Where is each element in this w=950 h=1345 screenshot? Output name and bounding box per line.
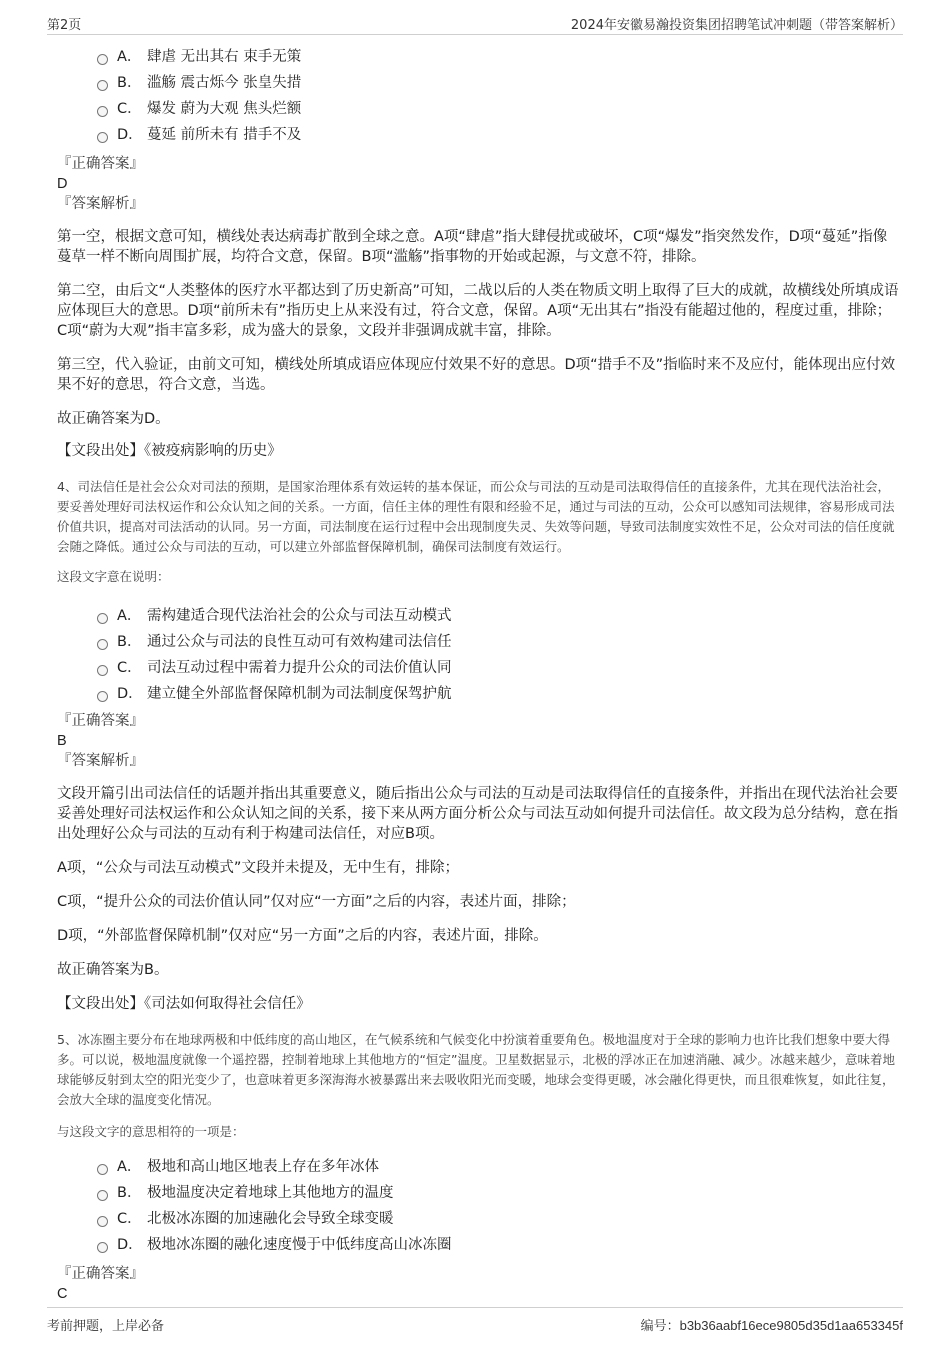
radio-icon[interactable] (97, 132, 108, 143)
option-text: 爆发 蔚为大观 焦头烂额 (147, 101, 302, 117)
q4-question: 这段文字意在说明： (57, 569, 170, 584)
radio-icon[interactable] (97, 639, 108, 650)
q4-answer: B (57, 733, 67, 749)
option-text: 蔓延 前所未有 措手不及 (147, 127, 302, 143)
option-text: 极地冰冻圈的融化速度慢于中低纬度高山冰冻圈 (147, 1237, 452, 1253)
option-text: 需构建适合现代法治社会的公众与司法互动模式 (147, 608, 452, 624)
q3-source: 【文段出处】《被疫病影响的历史》 (57, 443, 282, 459)
option-text: 滥觞 震古烁今 张皇失措 (147, 75, 302, 91)
q5-option-b[interactable]: B． 极地温度决定着地球上其他地方的温度 (97, 1180, 900, 1206)
q5-option-a[interactable]: A． 极地和高山地区地表上存在多年冰体 (97, 1154, 900, 1180)
q5-options (57, 1154, 900, 1258)
q3-analysis-2: 第二空，由后文“人类整体的医疗水平都达到了历史新高”可知，二战以后的人类在物质文明上取得了巨大的成就，故横线处所填成语应体现巨大的意思。D项“前所未有”指历史上从来没有过，符合文意，保留。A项“无出其右”指没有能超过他的，程度过重，排除；C项“蔚为大观”指丰富多彩，成为盛大的景象，文段并非强调成就丰富，排除。 (57, 283, 899, 339)
q3-analysis-1: 第一空，根据文意可知，横线处表达病毒扩散到全球之意。A项“肆虐”指大肆侵扰或破坏，C项“爆发”指突然发作，D项“蔓延”指像蔓草一样不断向周围扩展，均符合文意，保留。B项“滥觞”指事物的开始或起源，与文意不符，排除。 (57, 229, 888, 265)
radio-icon[interactable] (97, 80, 108, 91)
q4-analysis-3: C项，“提升公众的司法价值认同”仅对应“一方面”之后的内容，表述片面，排除； (57, 894, 576, 910)
q4-analysis-5: 故正确答案为B。 (57, 962, 169, 978)
q4-analysis-2: A项，“公众与司法互动模式”文段并未提及，无中生有，排除； (57, 860, 459, 876)
page-number: 第2页 (47, 18, 82, 33)
q3-analysis-4: 故正确答案为D。 (57, 411, 170, 427)
option-text: 建立健全外部监督保障机制为司法制度保驾护航 (147, 686, 452, 702)
q4-analysis-label: 『答案解析』 (57, 753, 144, 769)
q3-option-a[interactable]: A． 肆虐 无出其右 束手无策 (97, 44, 900, 70)
radio-icon[interactable] (97, 1190, 108, 1201)
page-footer (47, 1307, 903, 1338)
document-title: 2024年安徽易瀚投资集团招聘笔试冲刺题（带答案解析） (570, 18, 903, 33)
q3-option-d[interactable]: D． 蔓延 前所未有 措手不及 (97, 122, 900, 148)
radio-icon[interactable] (97, 613, 108, 624)
q4-option-a[interactable]: A． 需构建适合现代法治社会的公众与司法互动模式 (97, 603, 900, 629)
q4-analysis-4: D项，“外部监督保障机制”仅对应“另一方面”之后的内容，表述片面，排除。 (57, 928, 548, 944)
option-text: 通过公众与司法的良性互动可有效构建司法信任 (147, 634, 452, 650)
document-code (641, 1315, 903, 1334)
q5-question: 与这段文字的意思相符的一项是： (57, 1124, 245, 1139)
q5-stem: 5、冰冻圈主要分布在地球两极和中低纬度的高山地区，在气候系统和气候变化中扮演着重要角色。极地温度对于全球的影响力也许比我们想象中要大得多。可以说，极地温度就像一个遥控器，控制着地球上其他地方的“恒定”温度。卫星数据显示，北极的浮冰正在加速消融、减少。冰越来越少，意味着地球能够反射到太空的阳光变少了，也意味着更多深海海水被暴露出来去吸收阳光而变暖，地球会变得更暖，冰会融化得更快，而且很难恢复，如此往复，会放大全球的温度变化情况。 (57, 1032, 895, 1107)
q4-option-b[interactable]: B． 通过公众与司法的良性互动可有效构建司法信任 (97, 629, 900, 655)
option-text: 司法互动过程中需着力提升公众的司法价值认同 (147, 660, 452, 676)
radio-icon[interactable] (97, 1216, 108, 1227)
option-text: 北极冰冻圈的加速融化会导致全球变暖 (147, 1211, 394, 1227)
q4-stem: 4、司法信任是社会公众对司法的预期，是国家治理体系有效运转的基本保证，而公众与司法的互动是司法取得信任的直接条件，尤其在现代法治社会，要妥善处理好司法权运作和公众认知之间的关系。一方面，信任主体的理性有限和经验不足，通过与司法的互动，公众可以感知司法规律，容易形成司法价值共识，提高对司法活动的认同。另一方面，司法制度在运行过程中会出现制度失灵、失效等问题，导致司法制度实效性不足，公众对司法的信任度就会随之降低。通过公众与司法的互动，可以建立外部监督保障机制，确保司法制度有效运行。 (57, 479, 895, 554)
q5-answer: C (57, 1286, 68, 1302)
radio-icon[interactable] (97, 1164, 108, 1175)
q3-options (57, 44, 900, 148)
option-text: 极地和高山地区地表上存在多年冰体 (147, 1159, 379, 1175)
radio-icon[interactable] (97, 106, 108, 117)
radio-icon[interactable] (97, 1242, 108, 1253)
q3-analysis-3: 第三空，代入验证，由前文可知，横线处所填成语应体现应付效果不好的意思。D项“措手不及”指临时来不及应付，能体现出应付效果不好的意思，符合文意，当选。 (57, 357, 896, 393)
q4-analysis-1: 文段开篇引出司法信任的话题并指出其重要意义，随后指出公众与司法的互动是司法取得信任的直接条件，并指出在现代法治社会要妥善处理好司法权运作和公众认知之间的关系，接下来从两方面分析公众与司法互动如何提升司法信任。故文段为总分结构，意在指出处理好公众与司法的互动有利于构建司法信任，对应B项。 (57, 786, 898, 842)
q4-option-c[interactable]: C． 司法互动过程中需着力提升公众的司法价值认同 (97, 655, 900, 681)
option-text: 极地温度决定着地球上其他地方的温度 (147, 1185, 394, 1201)
footer-slogan: 考前押题，上岸必备 (47, 1319, 165, 1334)
q4-answer-label: 『正确答案』 (57, 713, 144, 729)
q3-option-c[interactable]: C． 爆发 蔚为大观 焦头烂额 (97, 96, 900, 122)
q3-answer-label: 『正确答案』 (57, 156, 144, 172)
code-label: 编号： (640, 1319, 680, 1334)
option-text: 肆虐 无出其右 束手无策 (147, 49, 302, 65)
q4-source: 【文段出处】《司法如何取得社会信任》 (57, 996, 311, 1012)
document-body (57, 44, 900, 1304)
radio-icon[interactable] (97, 665, 108, 676)
q5-answer-label: 『正确答案』 (57, 1266, 144, 1282)
q3-option-b[interactable]: B． 滥觞 震古烁今 张皇失措 (97, 70, 900, 96)
q3-analysis-label: 『答案解析』 (57, 196, 144, 212)
radio-icon[interactable] (97, 54, 108, 65)
code-value: b3b36aabf16ece9805d35d1aa653345f (679, 1318, 903, 1333)
q5-option-d[interactable]: D． 极地冰冻圈的融化速度慢于中低纬度高山冰冻圈 (97, 1232, 900, 1258)
page-header (47, 12, 903, 35)
radio-icon[interactable] (97, 691, 108, 702)
q4-option-d[interactable]: D． 建立健全外部监督保障机制为司法制度保驾护航 (97, 681, 900, 707)
q5-option-c[interactable]: C． 北极冰冻圈的加速融化会导致全球变暖 (97, 1206, 900, 1232)
q4-options (57, 603, 900, 707)
q3-answer: D (57, 176, 68, 192)
